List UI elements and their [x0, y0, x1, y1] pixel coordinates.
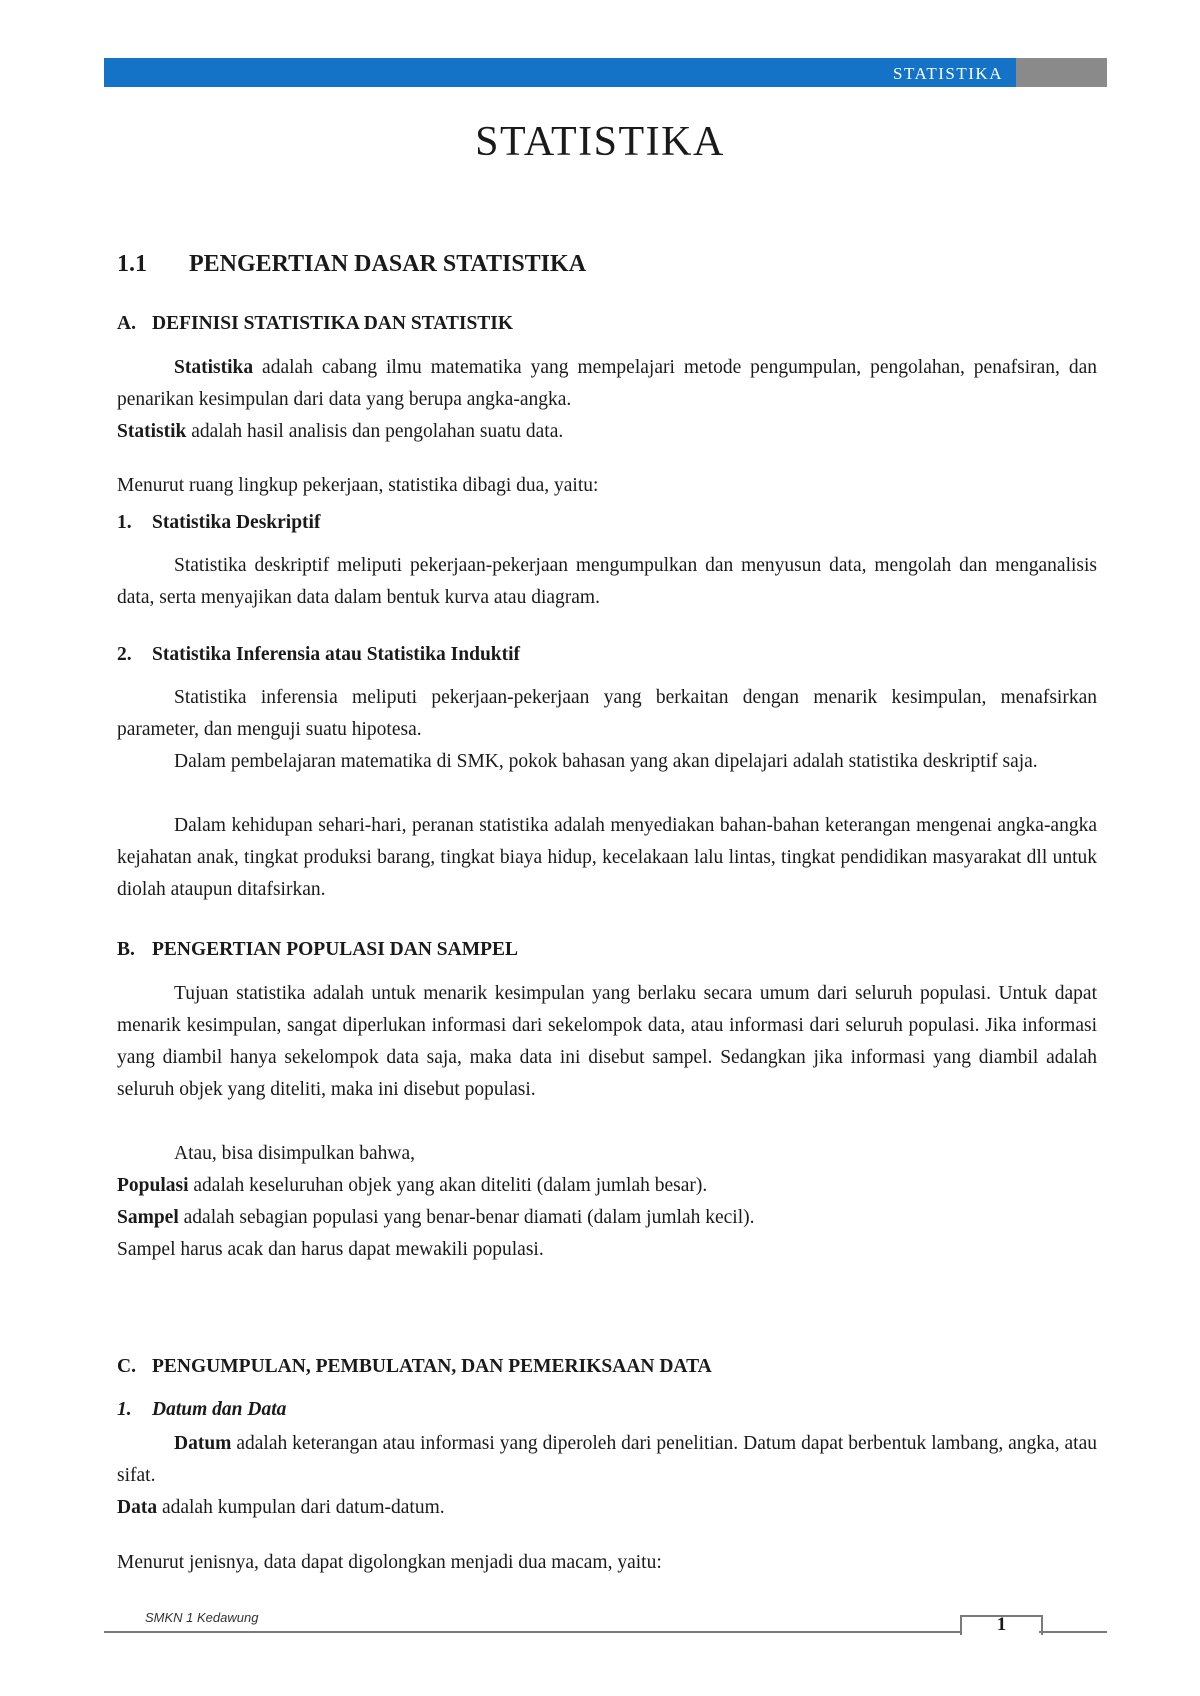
subsection-1-heading [117, 1399, 286, 1421]
item-marker: 2. [117, 644, 132, 665]
page-title: STATISTIKA [475, 119, 725, 165]
term-data: Data [117, 1497, 158, 1518]
item-title: Statistika Deskriptif [152, 512, 321, 533]
section-title: PENGERTIAN DASAR STATISTIKA [189, 251, 587, 277]
footer-rule-left [104, 1631, 962, 1633]
population-paragraph: Tujuan statistika adalah untuk menarik kesimpulan yang berlaku secara umum dari seluruh populasi. Untuk dapat menarik kesimpulan, sangat diperlukan informasi dari sekelompok data, atau informasi dari seluruh populasi. Jika informasi yang diambil hanya sekelompok data saja, maka data ini disebut sampel. Sedangkan jika informasi yang diambil adalah seluruh objek yang diteliti, maka ini disebut populasi. [117, 983, 1097, 1100]
item-2-heading [117, 644, 520, 666]
item-2-text: Statistika inferensia meliputi pekerjaan-pekerjaan yang berkaitan dengan menarik kesimpulan, menafsirkan parameter, dan menguji suatu hipotesa. [117, 687, 1097, 740]
section-1-1-heading [117, 251, 586, 278]
item-title: Statistika Inferensia atau Statistika Induktif [152, 644, 521, 665]
section-number: 1.1 [117, 251, 147, 277]
definition-sampel [117, 1202, 1097, 1234]
header-label: STATISTIKA [893, 64, 1003, 83]
smk-scope-paragraph: Dalam pembelajaran matematika di SMK, pokok bahasan yang akan dipelajari adalah statistika deskriptif saja. [174, 751, 1038, 772]
term-statistika: Statistika [174, 357, 254, 378]
definition-text: adalah kumpulan dari datum-datum. [157, 1497, 445, 1518]
definition-statistika [117, 352, 1097, 416]
subsection-marker: 1. [117, 1399, 132, 1420]
term-sampel: Sampel [117, 1207, 179, 1228]
item-1-text: Statistika deskriptif meliputi pekerjaan-pekerjaan mengumpulkan dan menyusun data, mengolah dan menganalisis data, serta menyajikan data dalam bentuk kurva atau diagram. [117, 555, 1097, 608]
definition-data [117, 1492, 1097, 1524]
conclusion-intro: Atau, bisa disimpulkan bahwa, [174, 1143, 415, 1164]
definition-text: adalah keseluruhan objek yang akan diteliti (dalam jumlah besar). [188, 1175, 708, 1196]
sample-note: Sampel harus acak dan harus dapat mewakili populasi. [117, 1239, 544, 1260]
section-c-heading [117, 1356, 712, 1378]
scope-intro: Menurut ruang lingkup pekerjaan, statistika dibagi dua, yaitu: [117, 475, 599, 496]
footer-rule-right [1039, 1631, 1107, 1633]
item-1-heading [117, 512, 320, 534]
definition-text: adalah keterangan atau informasi yang diperoleh dari penelitian. Datum dapat berbentuk lambang, angka, atau sifat. [117, 1433, 1097, 1486]
section-b-marker: B. [117, 939, 135, 960]
daily-life-paragraph: Dalam kehidupan sehari-hari, peranan statistika adalah menyediakan bahan-bahan keterangan mengenai angka-angka kejahatan anak, tingkat produksi barang, tingkat biaya hidup, kecelakaan lalu lintas, tingkat pendidikan masyarakat dll untuk diolah ataupun ditafsirkan. [117, 815, 1097, 900]
section-b-title: PENGERTIAN POPULASI DAN SAMPEL [152, 939, 519, 960]
definition-text: adalah cabang ilmu matematika yang mempelajari metode pengumpulan, pengolahan, penafsiran, dan penarikan kesimpulan dari data yang berupa angka-angka. [117, 357, 1097, 410]
section-c-marker: C. [117, 1356, 136, 1377]
definition-text: adalah sebagian populasi yang benar-benar diamati (dalam jumlah kecil). [178, 1207, 755, 1228]
definition-statistik [117, 416, 1097, 448]
definition-populasi [117, 1170, 1097, 1202]
section-a-title: DEFINISI STATISTIKA DAN STATISTIK [152, 313, 514, 334]
header-gray-tab [1016, 58, 1107, 87]
definition-text: adalah hasil analisis dan pengolahan suatu data. [186, 421, 564, 442]
term-statistik: Statistik [117, 421, 187, 442]
header-bar [104, 58, 1107, 87]
section-a-marker: A. [117, 313, 136, 334]
header-blue-band [104, 58, 1016, 87]
subsection-title: Datum dan Data [152, 1399, 287, 1420]
footer-school-name: SMKN 1 Kedawung [145, 1610, 259, 1625]
data-types-intro: Menurut jenisnya, data dapat digolongkan menjadi dua macam, yaitu: [117, 1552, 662, 1573]
section-c-title: PENGUMPULAN, PEMBULATAN, DAN PEMERIKSAAN DATA [152, 1356, 712, 1377]
section-b-heading [117, 939, 518, 961]
term-populasi: Populasi [117, 1175, 189, 1196]
item-marker: 1. [117, 512, 132, 533]
term-datum: Datum [174, 1433, 232, 1454]
page-number: 1 [996, 1614, 1007, 1635]
section-a-heading [117, 313, 513, 335]
definition-datum [117, 1428, 1097, 1492]
